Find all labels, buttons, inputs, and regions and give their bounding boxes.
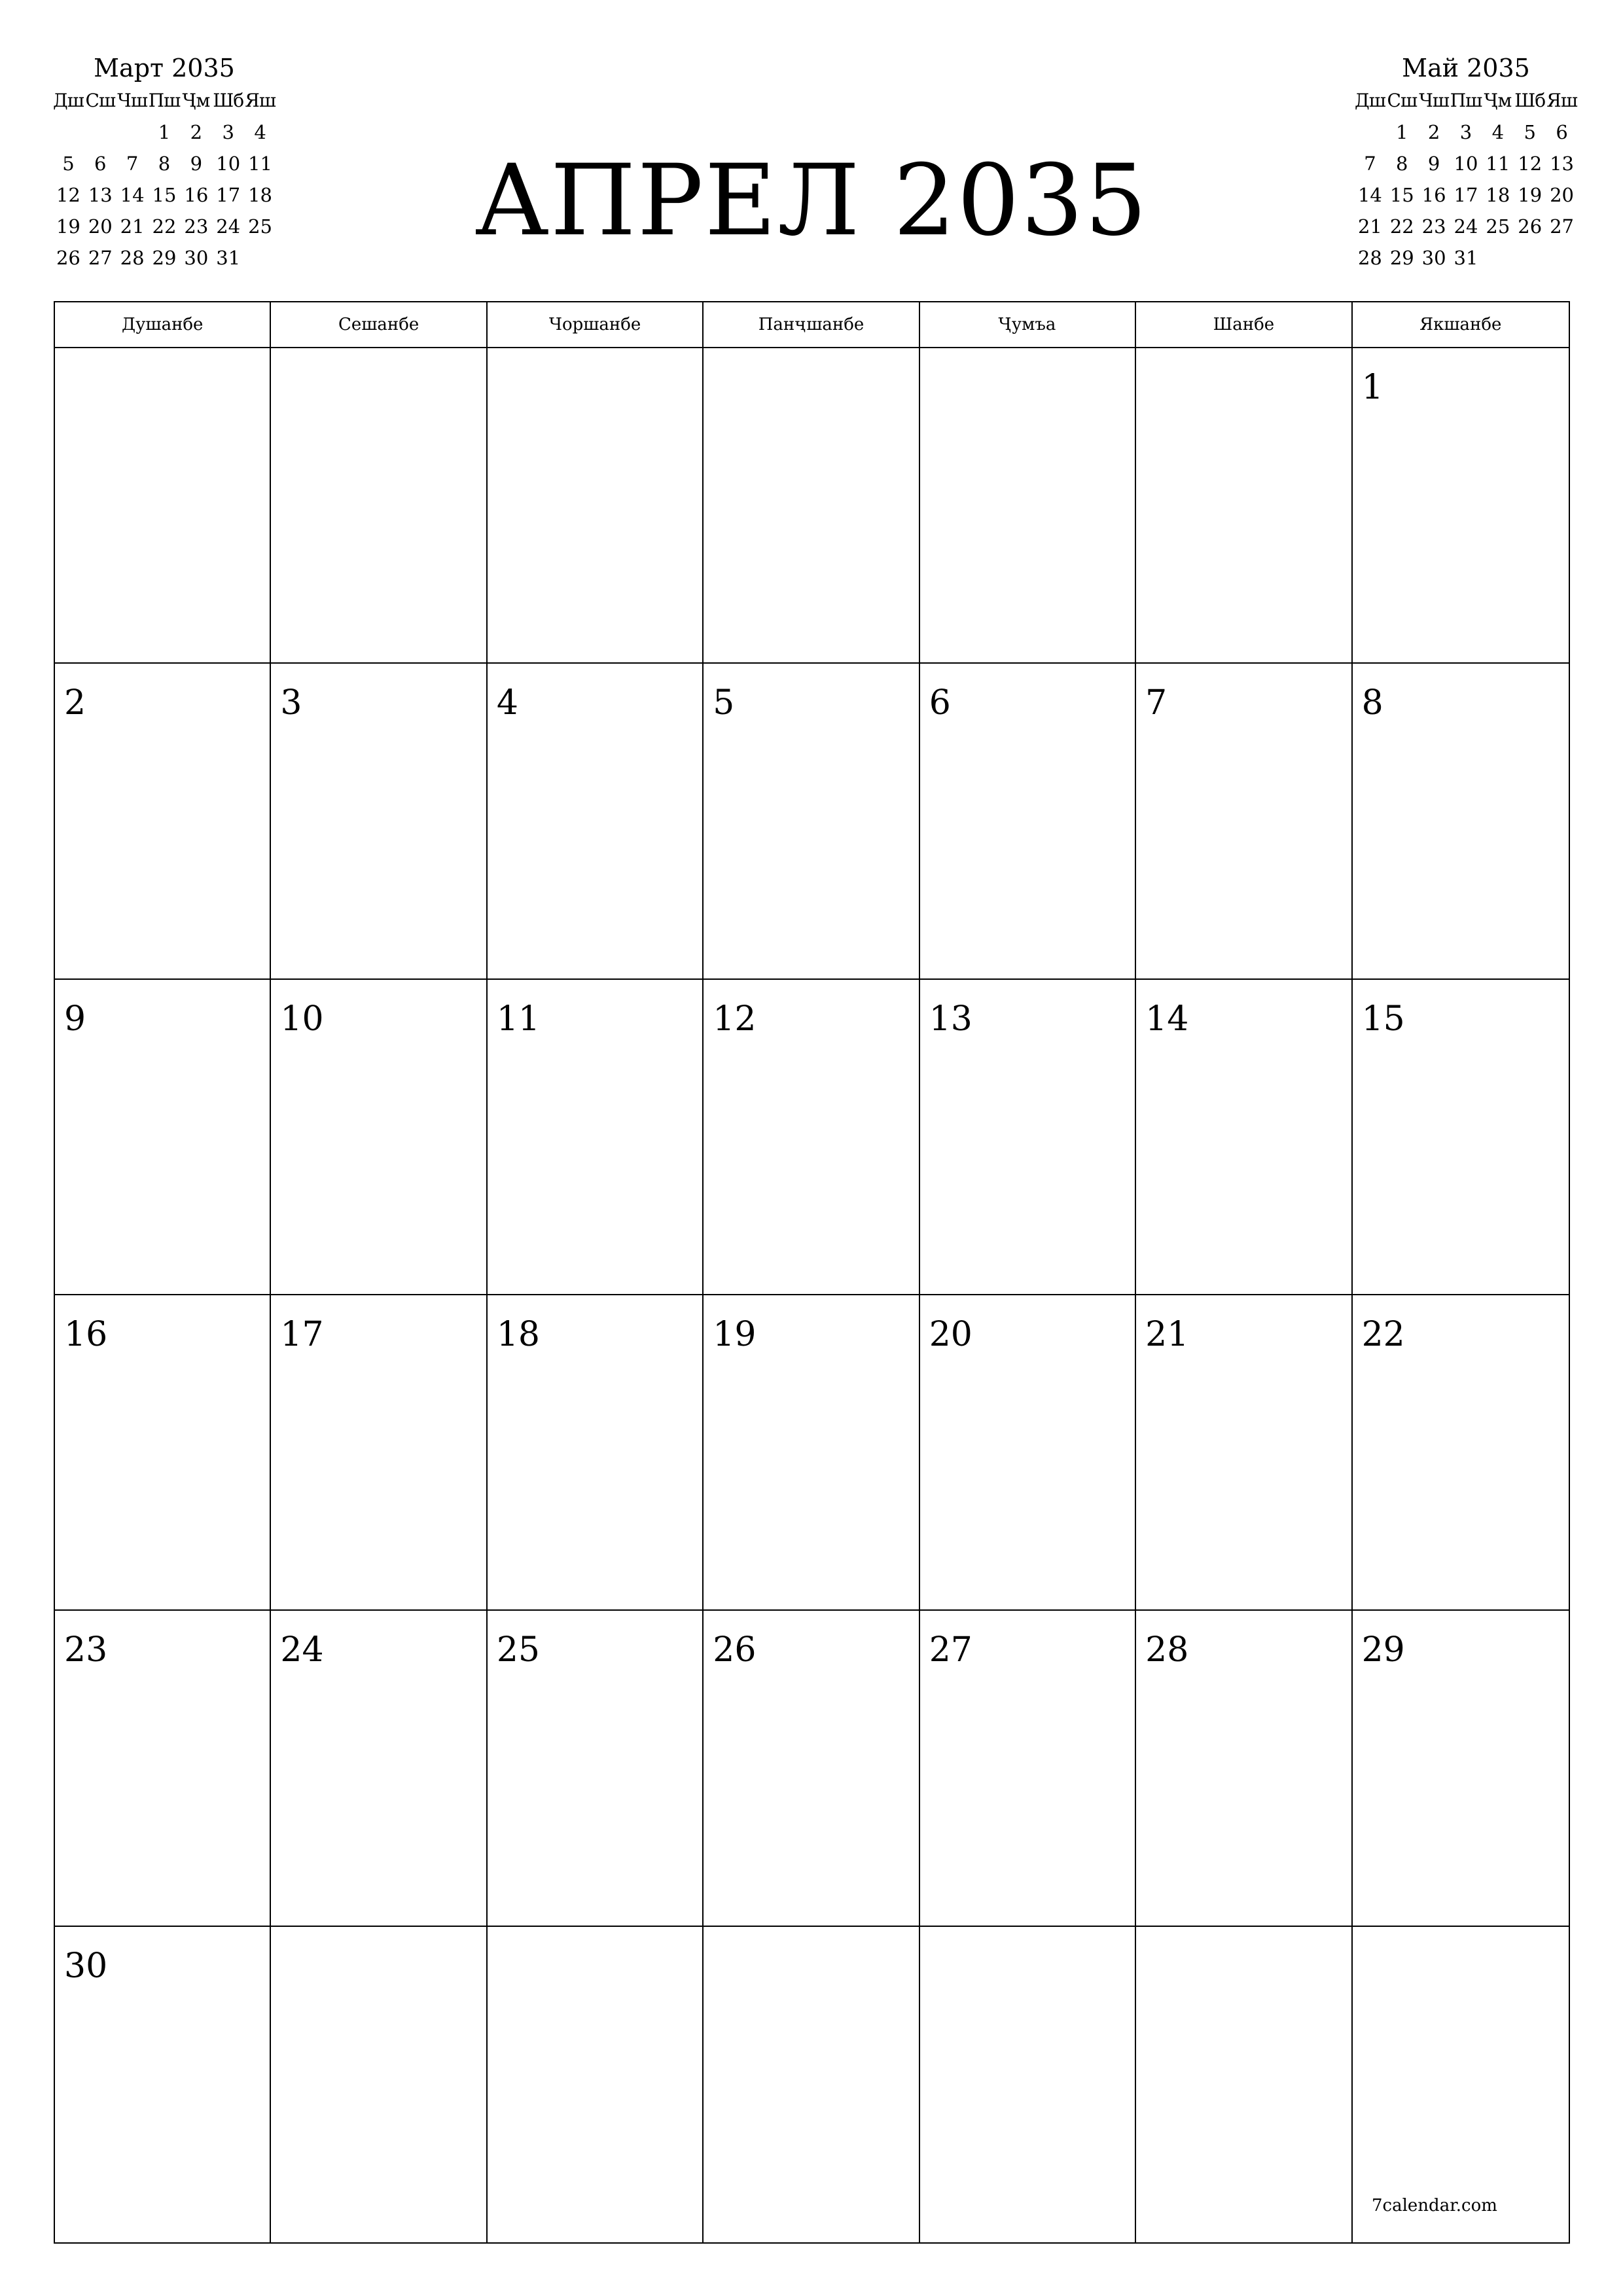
mini-calendar-next-month	[1354, 51, 1578, 274]
day-number: 4	[496, 683, 518, 723]
mini-weekday: Чш	[1419, 90, 1449, 111]
day-cell	[55, 348, 271, 664]
mini-day: 16	[1421, 184, 1446, 206]
mini-day: 16	[184, 184, 209, 206]
day-number: 23	[64, 1630, 108, 1670]
mini-day: 14	[1357, 184, 1382, 206]
day-number: 13	[929, 999, 972, 1039]
mini-day: 11	[248, 152, 273, 175]
mini-day: 14	[120, 184, 145, 206]
day-number: 18	[496, 1315, 541, 1354]
day-cell	[55, 1295, 271, 1611]
mini-day: 19	[1518, 184, 1543, 206]
mini-day: 6	[1556, 121, 1568, 143]
day-number: 9	[64, 999, 86, 1039]
mini-day: 3	[1459, 121, 1472, 143]
mini-day: 4	[1491, 121, 1505, 143]
day-cell	[488, 1611, 704, 1926]
mini-day: 30	[1421, 247, 1446, 269]
mini-day: 2	[1427, 121, 1440, 143]
day-number: 6	[929, 683, 951, 723]
mini-day: 15	[152, 184, 177, 206]
mini-day: 12	[56, 184, 80, 206]
mini-weekday: Ҷм	[183, 90, 210, 111]
mini-day: 25	[248, 215, 273, 238]
day-cell	[1136, 348, 1352, 664]
day-cell	[1353, 1611, 1569, 1926]
day-cell	[55, 664, 271, 979]
mini-day: 4	[254, 121, 266, 143]
day-cell	[1353, 664, 1569, 979]
mini-day: 29	[152, 247, 177, 269]
mini-weekday: Яш	[245, 90, 276, 111]
day-number: 7	[1145, 683, 1168, 723]
mini-day: 25	[1486, 215, 1510, 238]
mini-day: 24	[216, 215, 241, 238]
mini-day: 2	[190, 121, 203, 143]
day-cell	[704, 664, 919, 979]
mini-day: 1	[158, 121, 171, 143]
weekday-header: Шанбе	[1136, 302, 1352, 348]
mini-day: 18	[1486, 184, 1510, 206]
day-cell	[488, 1295, 704, 1611]
day-cell	[920, 1611, 1136, 1926]
day-cell	[1136, 1927, 1352, 2242]
mini-day: 19	[56, 215, 80, 238]
day-number: 15	[1361, 999, 1405, 1039]
mini-day: 31	[216, 247, 241, 269]
weekday-header: Якшанбе	[1353, 302, 1569, 348]
day-number: 29	[1361, 1630, 1405, 1670]
mini-day: 1	[1396, 121, 1408, 143]
day-cell	[55, 1927, 271, 2242]
day-number: 16	[64, 1315, 108, 1354]
day-cell	[271, 1927, 487, 2242]
day-number: 27	[929, 1630, 972, 1670]
mini-day: 15	[1389, 184, 1414, 206]
month-grid	[54, 301, 1570, 2244]
day-cell	[920, 980, 1136, 1295]
mini-day: 27	[1550, 215, 1575, 238]
mini-day: 26	[1518, 215, 1543, 238]
mini-day: 29	[1389, 247, 1414, 269]
day-cell	[1353, 348, 1569, 664]
weekday-header: Ҷумъа	[920, 302, 1136, 348]
day-number: 19	[713, 1315, 757, 1354]
mini-day: 10	[1454, 152, 1478, 175]
day-cell	[704, 1611, 919, 1926]
mini-day: 13	[1550, 152, 1575, 175]
day-number: 11	[496, 999, 541, 1039]
mini-day: 23	[184, 215, 209, 238]
mini-day: 11	[1486, 152, 1510, 175]
day-cell	[920, 348, 1136, 664]
mini-day: 9	[190, 152, 203, 175]
mini-weekday: Чш	[117, 90, 147, 111]
day-cell	[1136, 980, 1352, 1295]
mini-day: 27	[88, 247, 113, 269]
day-cell	[488, 664, 704, 979]
mini-day: 3	[222, 121, 234, 143]
weekday-header: Сешанбе	[271, 302, 487, 348]
mini-day: 20	[1550, 184, 1575, 206]
mini-day	[116, 117, 149, 148]
mini-day: 28	[1357, 247, 1382, 269]
day-cell	[271, 1611, 487, 1926]
day-number: 14	[1145, 999, 1189, 1039]
day-cell	[920, 1927, 1136, 2242]
weekday-header: Чоршанбе	[488, 302, 704, 348]
day-number: 26	[713, 1630, 757, 1670]
mini-day	[84, 117, 116, 148]
mini-day: 18	[248, 184, 273, 206]
page-title: АПРЕЛ 2035	[474, 144, 1149, 258]
mini-day	[1354, 117, 1386, 148]
day-number: 12	[713, 999, 757, 1039]
mini-day: 9	[1427, 152, 1440, 175]
day-cell	[1353, 980, 1569, 1295]
day-number: 5	[713, 683, 735, 723]
mini-weekday: Пш	[148, 90, 181, 111]
mini-day: 13	[88, 184, 113, 206]
mini-weekday: Сш	[85, 90, 115, 111]
mini-weekday: Пш	[1450, 90, 1482, 111]
day-cell	[271, 980, 487, 1295]
day-cell	[488, 1927, 704, 2242]
day-cell	[55, 1611, 271, 1926]
weekday-header: Панҷшанбе	[704, 302, 919, 348]
mini-day: 12	[1518, 152, 1543, 175]
mini-weekday: Дш	[1355, 90, 1385, 111]
day-number: 2	[64, 683, 86, 723]
mini-day: 31	[1454, 247, 1478, 269]
day-cell	[704, 980, 919, 1295]
day-number: 1	[1361, 368, 1383, 407]
mini-day: 6	[94, 152, 107, 175]
day-number: 22	[1361, 1315, 1405, 1354]
mini-day: 24	[1454, 215, 1478, 238]
mini-day: 30	[184, 247, 209, 269]
day-cell	[920, 664, 1136, 979]
mini-weekday: Ҷм	[1484, 90, 1512, 111]
mini-day	[1514, 242, 1546, 274]
mini-day: 7	[1364, 152, 1376, 175]
mini-day: 5	[1524, 121, 1536, 143]
mini-day: 28	[120, 247, 145, 269]
mini-day: 8	[1396, 152, 1408, 175]
mini-day: 5	[62, 152, 75, 175]
day-cell	[1136, 1611, 1352, 1926]
mini-day: 17	[1454, 184, 1478, 206]
watermark: 7calendar.com	[1372, 2196, 1497, 2215]
day-cell	[488, 980, 704, 1295]
day-number: 28	[1145, 1630, 1189, 1670]
day-number: 20	[929, 1315, 972, 1354]
day-cell	[704, 1295, 919, 1611]
mini-weekday: Дш	[53, 90, 84, 111]
mini-day: 22	[1389, 215, 1414, 238]
day-cell	[920, 1295, 1136, 1611]
mini-day: 26	[56, 247, 80, 269]
day-cell	[271, 1295, 487, 1611]
mini-day: 20	[88, 215, 113, 238]
day-cell	[55, 980, 271, 1295]
mini-day	[52, 117, 84, 148]
mini-calendar-title: Март 2035	[94, 54, 235, 82]
day-number: 10	[280, 999, 324, 1039]
mini-day: 23	[1421, 215, 1446, 238]
day-cell	[488, 348, 704, 664]
mini-day: 10	[216, 152, 241, 175]
day-number: 17	[280, 1315, 324, 1354]
mini-day: 7	[126, 152, 139, 175]
day-number: 21	[1145, 1315, 1189, 1354]
day-number: 3	[280, 683, 302, 723]
day-cell	[704, 1927, 919, 2242]
mini-weekday: Шб	[213, 90, 244, 111]
mini-weekday: Шб	[1514, 90, 1546, 111]
mini-day	[1546, 242, 1578, 274]
mini-weekday: Яш	[1546, 90, 1577, 111]
mini-day	[1482, 242, 1514, 274]
day-number: 24	[280, 1630, 324, 1670]
day-cell	[1136, 1295, 1352, 1611]
day-number: 25	[496, 1630, 541, 1670]
day-cell	[1353, 1295, 1569, 1611]
mini-weekday: Сш	[1387, 90, 1417, 111]
day-cell	[704, 348, 919, 664]
mini-day: 17	[216, 184, 241, 206]
day-number: 8	[1361, 683, 1383, 723]
mini-day: 21	[120, 215, 145, 238]
mini-day: 22	[152, 215, 177, 238]
mini-day: 8	[158, 152, 171, 175]
mini-calendar-title: Май 2035	[1402, 54, 1530, 82]
day-number: 30	[64, 1946, 108, 1986]
day-cell	[1136, 664, 1352, 979]
mini-day: 21	[1357, 215, 1382, 238]
weekday-header: Душанбе	[55, 302, 271, 348]
day-cell	[271, 664, 487, 979]
mini-calendar-grid	[1354, 85, 1578, 274]
day-cell	[271, 348, 487, 664]
